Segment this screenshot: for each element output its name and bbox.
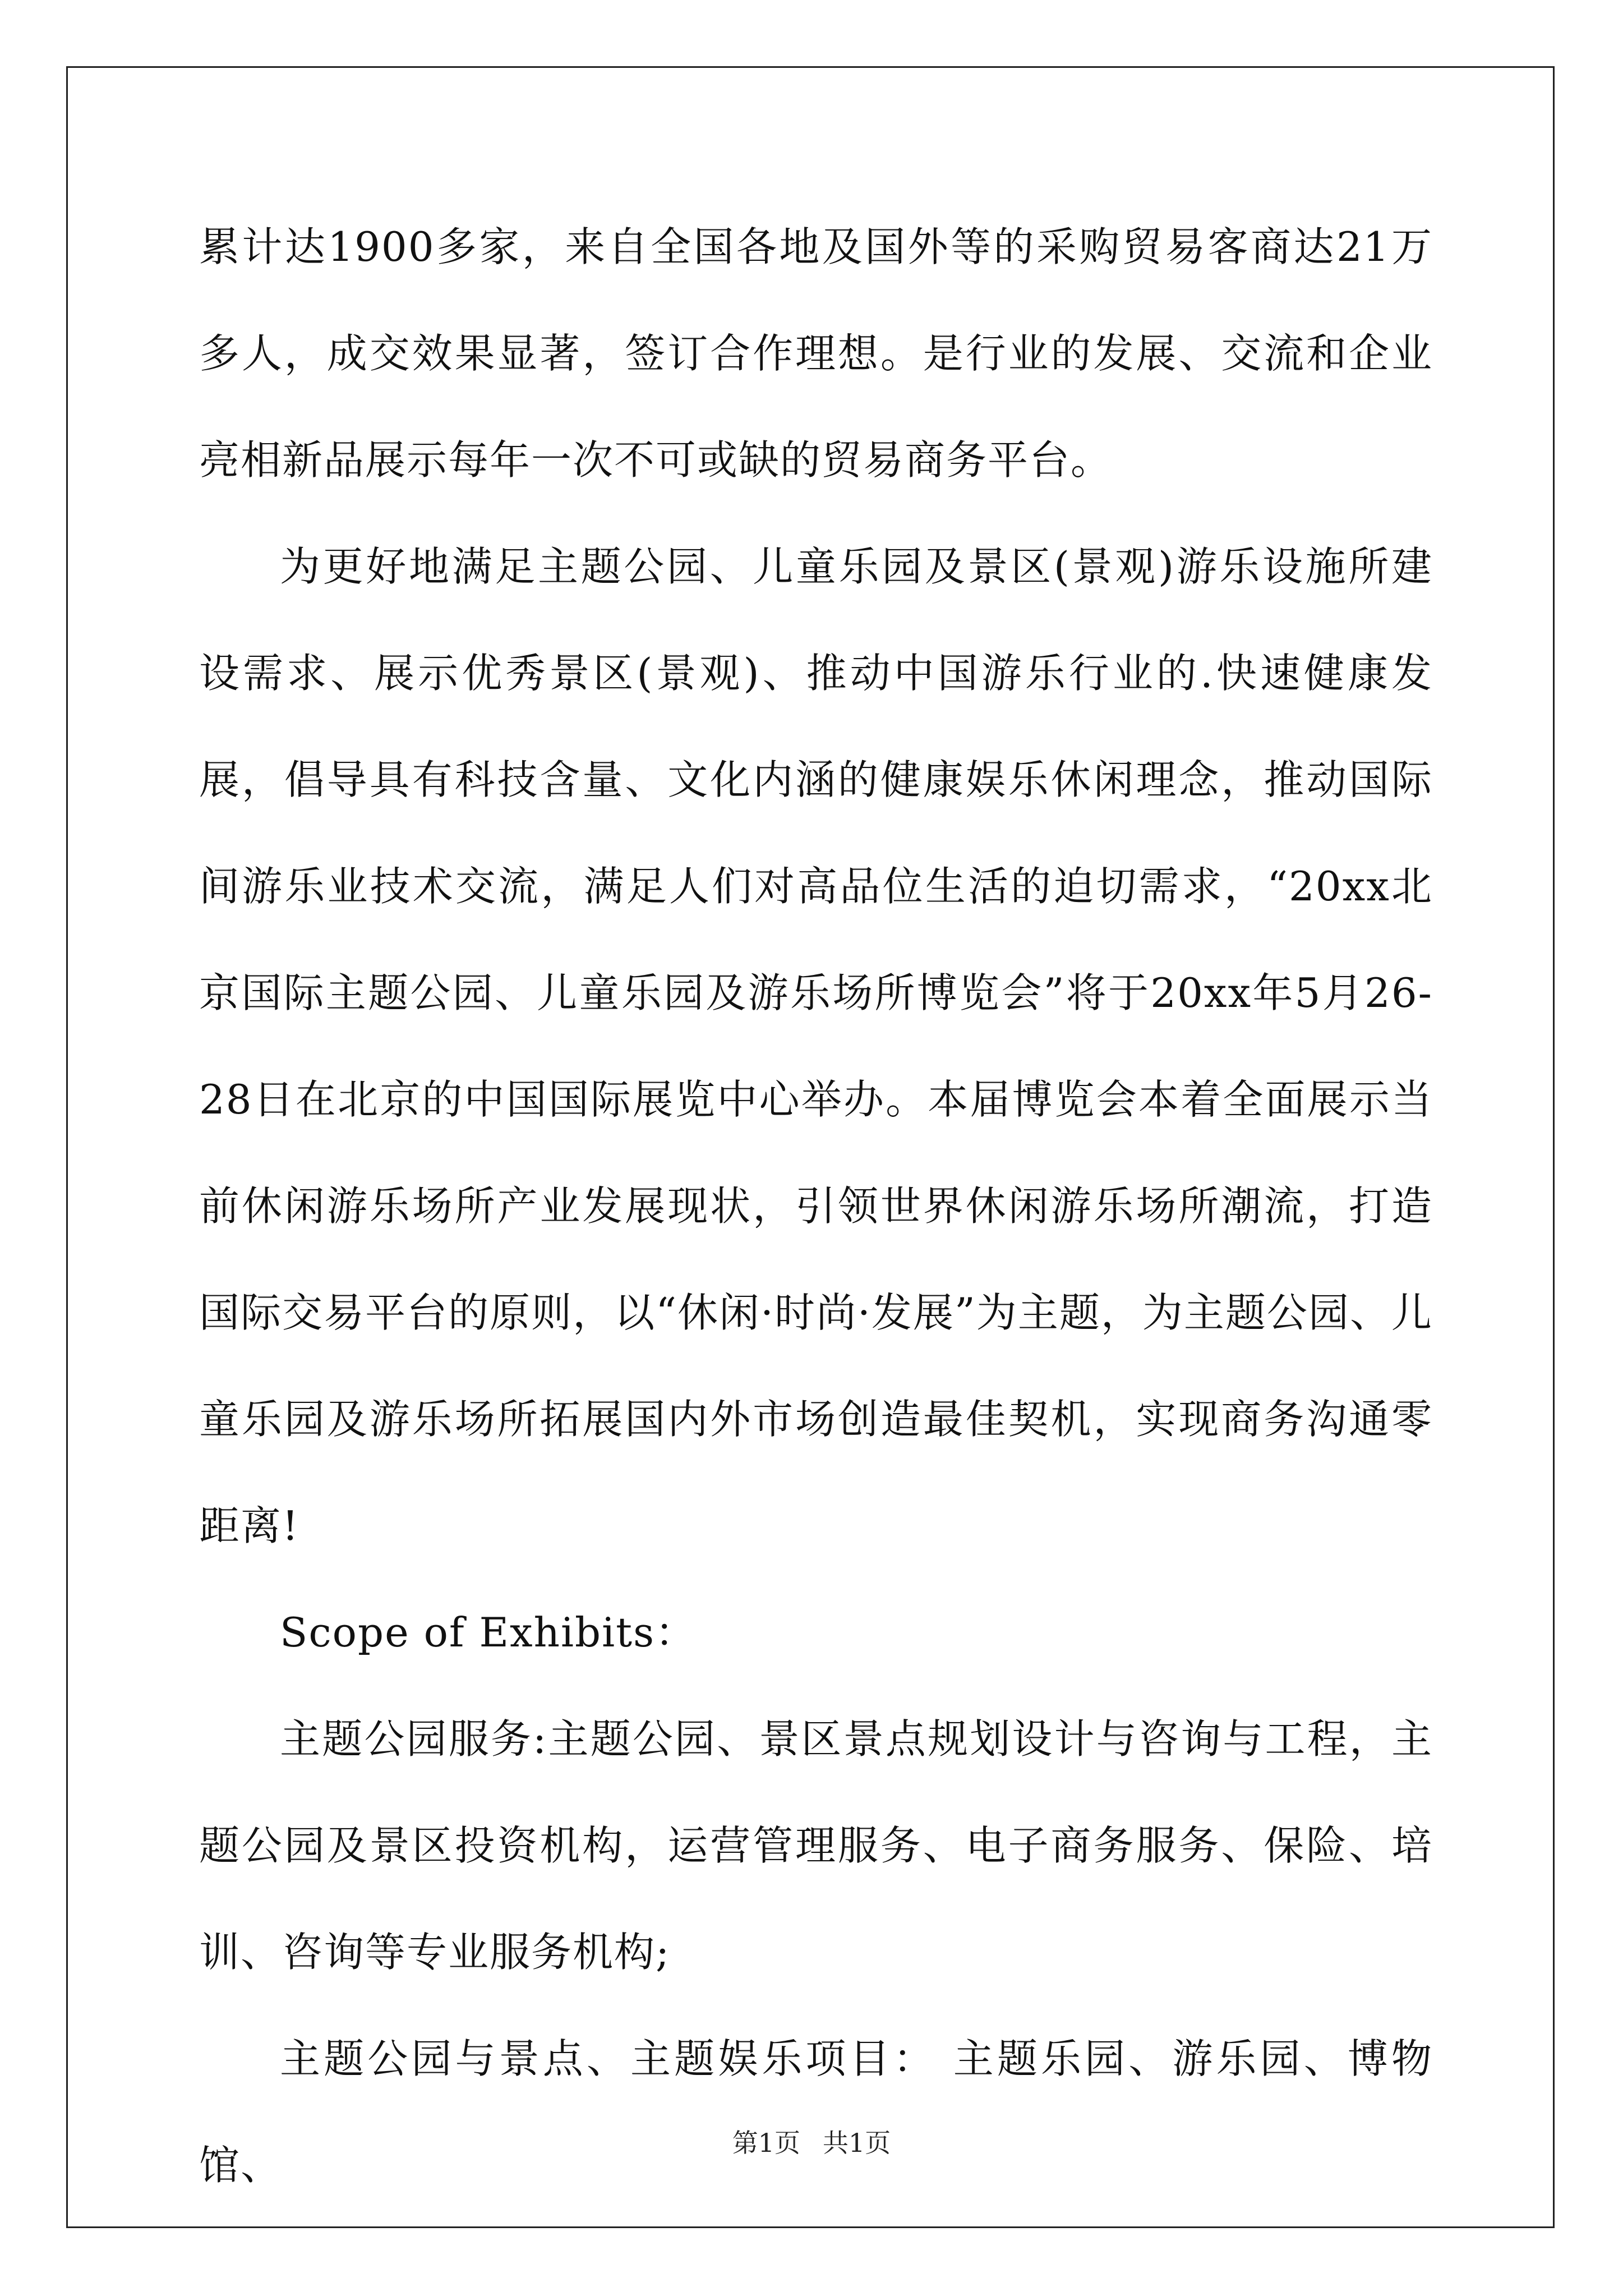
page-total: 共1页 [823, 2128, 891, 2158]
document-body [199, 194, 1433, 2219]
paragraph-theme-park-attractions: 主题公园与景点、主题娱乐项目： 主题乐园、游乐园、博物馆、 [199, 2035, 1433, 2189]
paragraph-theme-park-services: 主题公园服务:主题公园、景区景点规划设计与咨询与工程，主题公园及景区投资机构，运营管理服务、电子商务服务、保险、培训、咨询等专业服务机构; [199, 1715, 1433, 1976]
page-footer [0, 2126, 1623, 2160]
paragraph-continuation: 累计达1900多家，来自全国各地及国外等的采购贸易客商达21万多人，成交效果显著，签订合作理想。是行业的发展、交流和企业亮相新品展示每年一次不可或缺的贸易商务平台。 [199, 223, 1433, 484]
paragraph-scope-heading: Scope of Exhibits： [280, 1609, 697, 1656]
paragraph-expo-intro: 为更好地满足主题公园、儿童乐园及景区(景观)游乐设施所建设需求、展示优秀景区(景观)、推动中国游乐行业的.快速健康发展，倡导具有科技含量、文化内涵的健康娱乐休闲理念，推动国际间游乐业技术交流，满足人们对高品位生活的迫切需求，“20xx北京国际主题公园、儿童乐园及游乐场所博览会”将于20xx年5月26-28日在北京的中国国际展览中心举办。本届博览会本着全面展示当前休闲游乐场所产业发展现状，引领世界休闲游乐场所潮流，打造国际交易平台的原则，以“休闲·时尚·发展”为主题，为主题公园、儿童乐园及游乐场所拓展国内外市场创造最佳契机，实现商务沟通零距离! [199, 543, 1433, 1549]
page-number: 第1页 [732, 2128, 800, 2158]
